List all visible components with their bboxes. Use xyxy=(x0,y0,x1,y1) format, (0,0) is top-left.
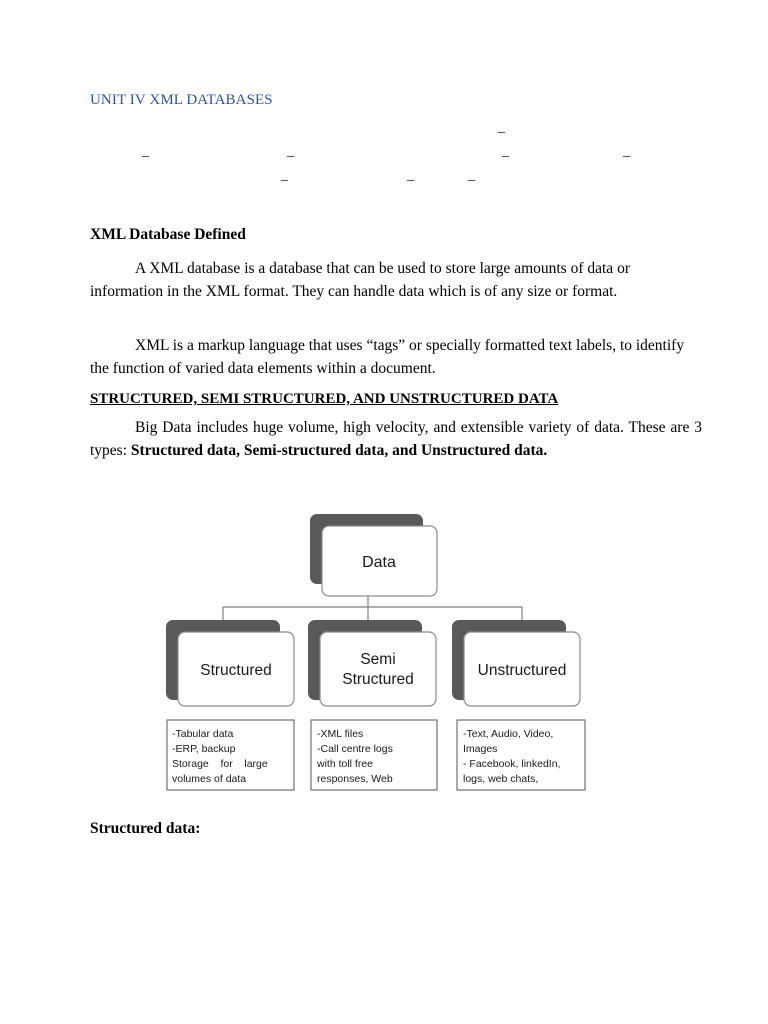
structured-note-line: volumes of data xyxy=(172,773,247,785)
unstructured-node-label: Unstructured xyxy=(477,662,567,679)
paragraph-xml-database-definition: A XML database is a database that can be used to store large amounts of data or information in the XML format. They can handle data which is of any size or format. xyxy=(90,260,630,300)
data-types-diagram xyxy=(160,500,600,800)
semi-structured-note-line: responses, Web xyxy=(317,773,393,785)
semi-structured-node-label: Semi xyxy=(360,651,396,668)
structured-node-label: Structured xyxy=(200,662,272,679)
structured-note-line: -Tabular data xyxy=(172,728,234,740)
unstructured-note-line: -Text, Audio, Video, xyxy=(463,728,554,740)
paragraph-big-data-lead: Big Data includes huge volume, high velocity, and extensible variety of data. These are 3 types: xyxy=(90,419,702,459)
paragraph-xml-markup: XML is a markup language that uses “tags” or specially formatted text labels, to identify the function of varied data elements within a document. xyxy=(90,337,685,377)
dash-mark: _ xyxy=(287,144,294,159)
dash-mark: _ xyxy=(502,144,509,159)
structured-note-line: -ERP, backup xyxy=(172,743,236,755)
dash-mark: _ xyxy=(623,144,630,159)
semi-structured-note-line: with toll free xyxy=(317,758,374,770)
dash-mark: _ xyxy=(498,120,505,135)
dash-mark: _ xyxy=(281,168,288,183)
section-heading-structured-data: Structured data: xyxy=(90,820,201,837)
dash-mark: _ xyxy=(407,168,414,183)
unstructured-note-line: - Facebook, linkedIn, xyxy=(463,758,561,770)
dash-mark: _ xyxy=(468,168,475,183)
dash-mark: _ xyxy=(142,144,149,159)
unit-title: UNIT IV XML DATABASES xyxy=(90,92,273,108)
semi-structured-node-label: Structured xyxy=(342,671,414,688)
structured-note-line: Storage for large xyxy=(172,758,268,770)
semi-structured-node-box xyxy=(320,632,436,706)
paragraph-big-data-types: Structured data, Semi-structured data, and Unstructured data. xyxy=(130,441,548,459)
semi-structured-note-line: -Call centre logs xyxy=(317,743,393,755)
section-heading-data-types: STRUCTURED, SEMI STRUCTURED, AND UNSTRUCTURED DATA xyxy=(90,391,559,407)
root-node-label: Data xyxy=(362,554,396,571)
section-heading-xml-database: XML Database Defined xyxy=(90,226,246,243)
unstructured-note-line: Images xyxy=(463,743,498,755)
unstructured-note-line: logs, web chats, xyxy=(463,773,539,785)
paragraph-big-data xyxy=(90,417,702,462)
semi-structured-note-line: -XML files xyxy=(317,728,364,740)
